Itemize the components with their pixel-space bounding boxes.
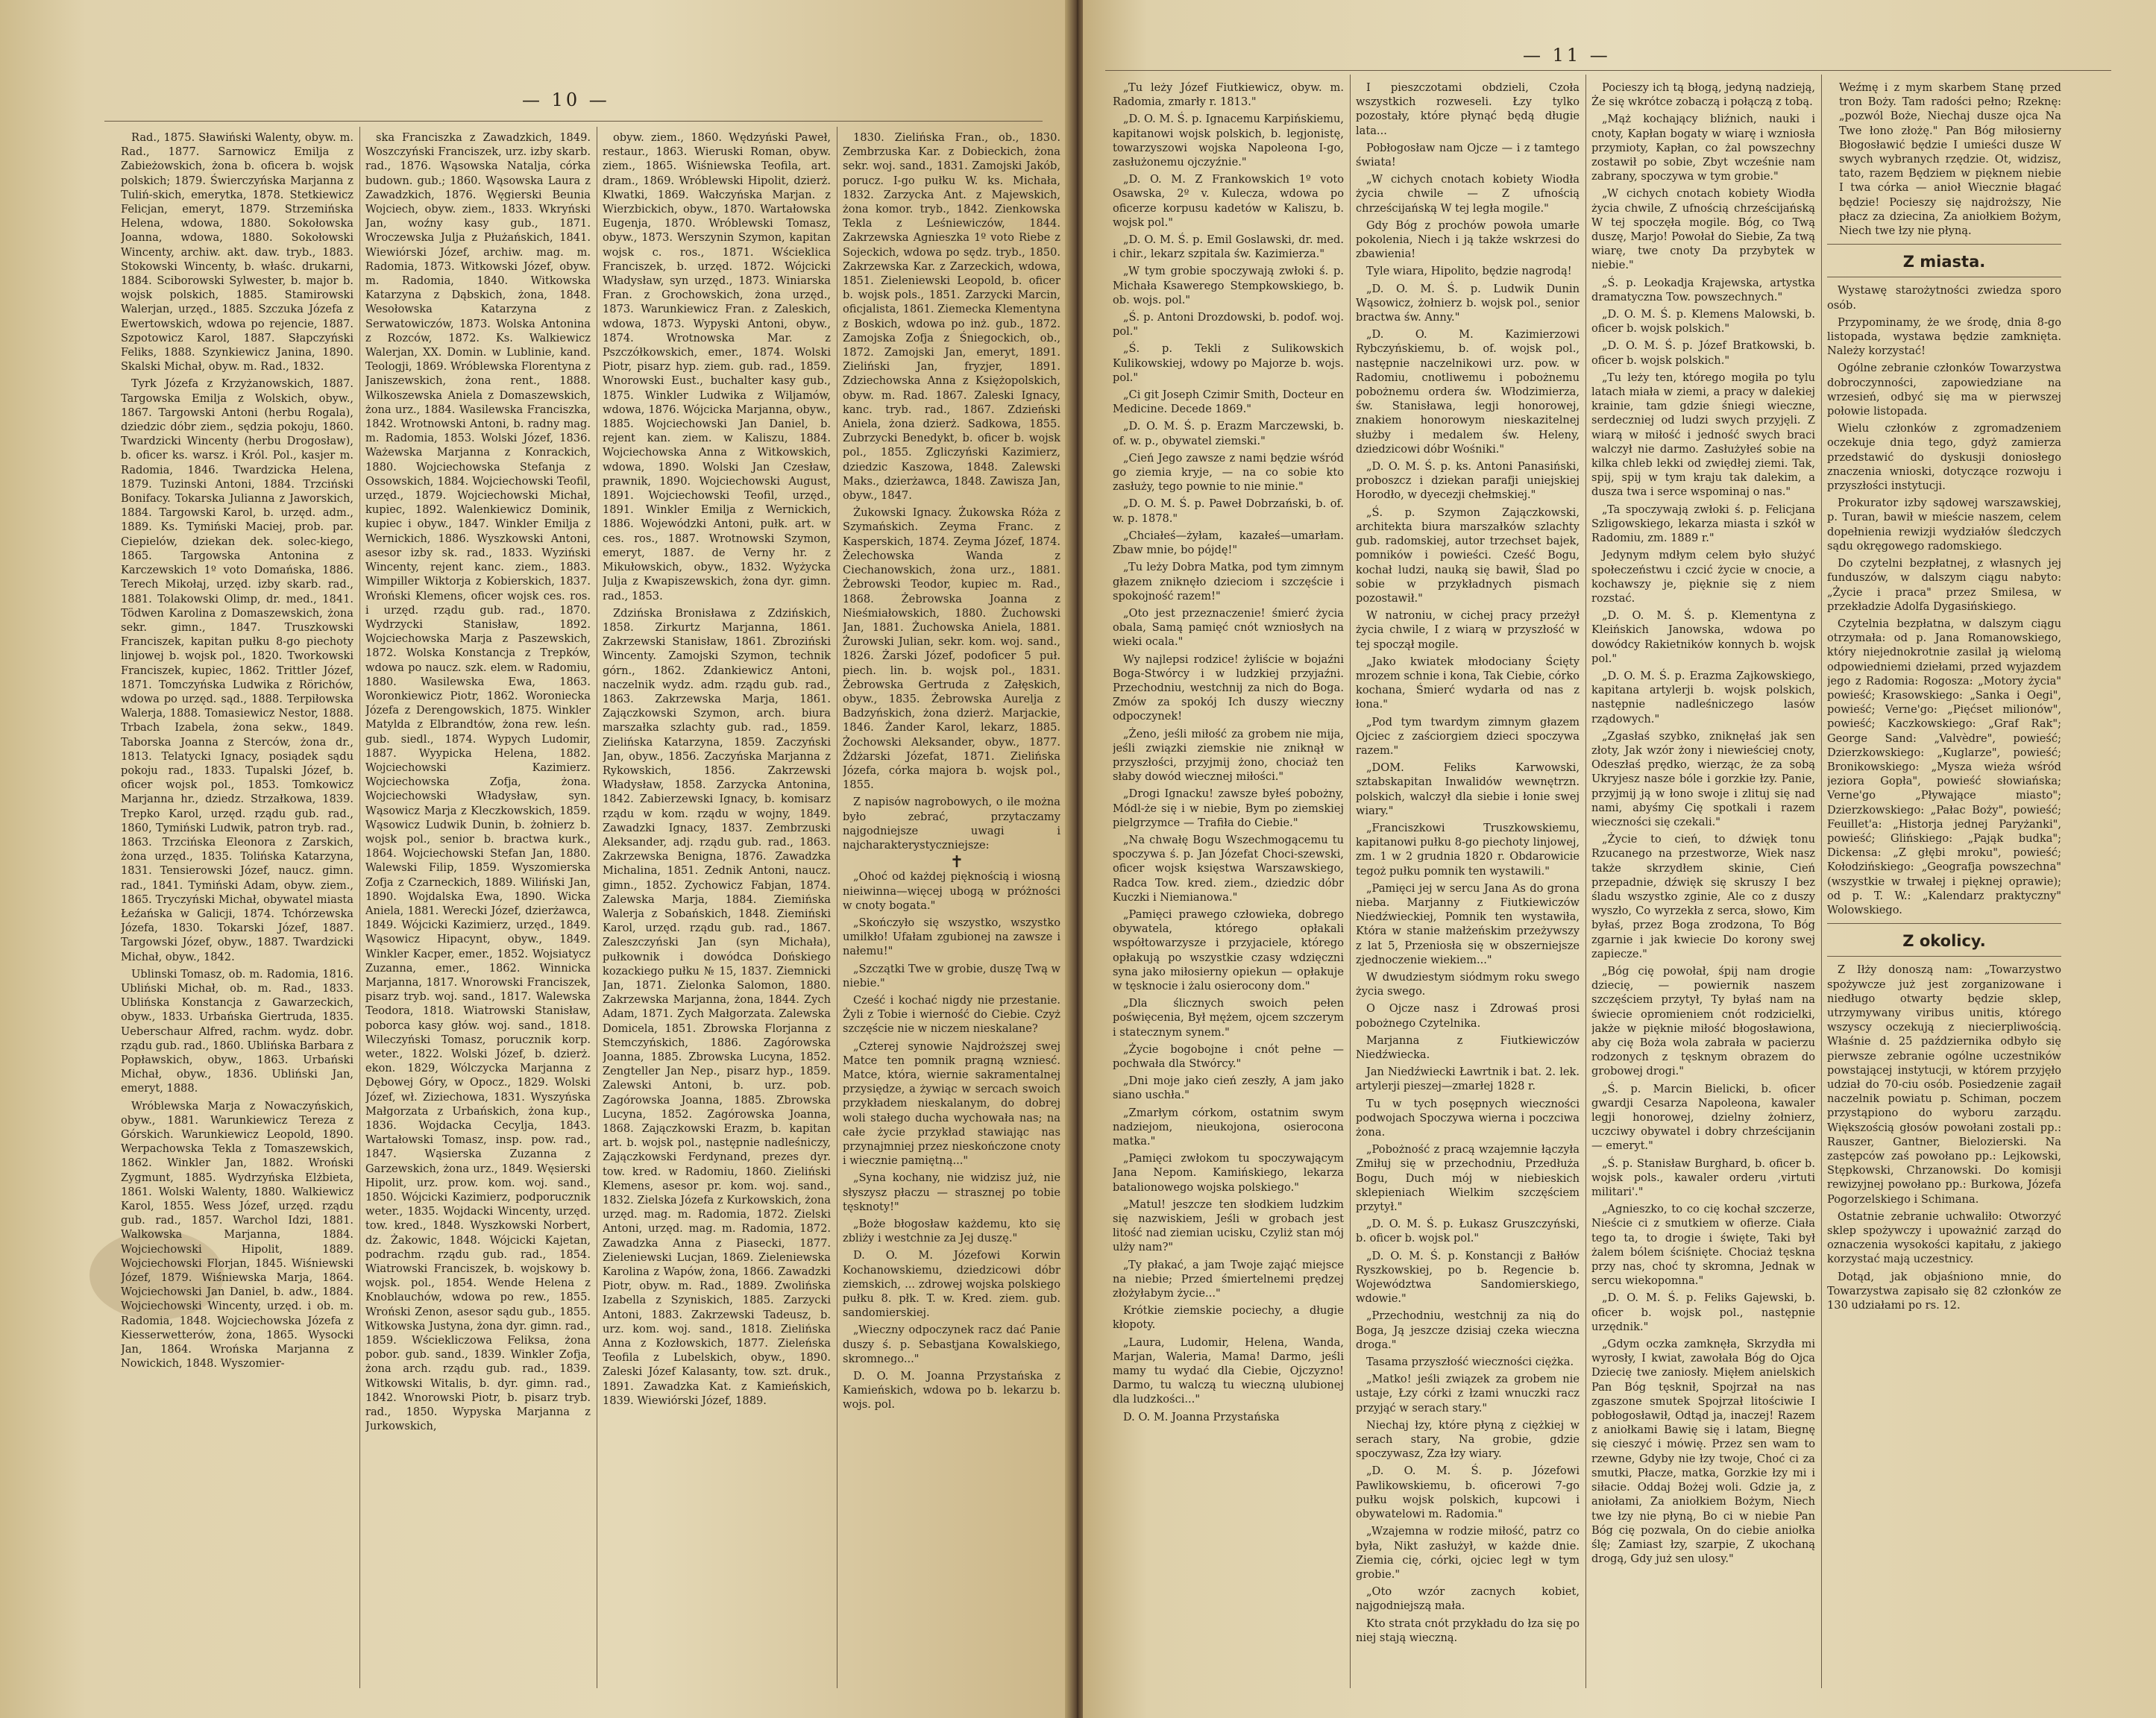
- header-rule: [1105, 70, 2111, 71]
- epitaph: „Dni moje jako cień zeszły, A jam jako siano uschła.": [1113, 1074, 1344, 1102]
- epitaph: „Matul! jeszcze ten słodkiem ludzkim się nazwiskiem, Jeśli w grobach jest litość nad ziemian ucisku, Czyliż stan mój ulży nam?": [1113, 1198, 1344, 1254]
- epitaph: „D. O. M. Z Frankowskich 1º voto Osawska, 2º v. Kulecza, wdowa po oficerze korpusu kadetów w Kaliszu, b. wojsk pol.": [1113, 173, 1344, 229]
- epitaph: Gdy Bóg z prochów powoła umarłe pokolenia, Niech i ją także wskrzesi do zbawienia!: [1356, 218, 1580, 261]
- epitaph: „Ś. p. Tekli z Sulikowskich Kulikowskiej, wdowy po Majorze b. wojs. pol.": [1113, 342, 1344, 384]
- news-paragraph: Prokurator izby sądowej warszawskiej, p. Turan, bawił w mieście naszem, celem dopełnienia rewizji wydziałów śledczych sądu okręgowego radomskiego.: [1827, 497, 2061, 553]
- epitaph: „D. O. M. Ś. p. Erazm Marczewski, b. of. w. p., obywatel ziemski.": [1113, 420, 1344, 447]
- epitaph: „D. O. M. Ś. p. Emil Goslawski, dr. med. i chir., lekarz szpitala św. Kazimierza.": [1113, 233, 1344, 261]
- epitaph: „Jako kwiatek młodociany Ścięty mrozem schnie i kona, Tak Ciebie, córko kochana, Śmierć wydarła od nas z łona.": [1356, 655, 1580, 711]
- epitaph: „D. O. M. Ś. p. Paweł Dobrzański, b. of. w. p. 1878.": [1113, 497, 1344, 525]
- epitaph: „Żeno, jeśli miłość za grobem nie mija, jeśli związki ziemskie nie zniknął w przyszłości, przyjmij żono, chociaż ten słaby dowód wiecznej miłości.": [1113, 727, 1344, 784]
- page-number: — 10 —: [522, 89, 610, 110]
- epitaph: „Szczątki Twe w grobie, duszę Twą w niebie.": [843, 962, 1060, 989]
- right-column-1: [1113, 81, 1344, 1688]
- text-block: ska Franciszka z Zawadzkich, 1849. Woszczyński Franciszek, urz. izby skarb. rad., 1876. Wąsowska Natalja, córka budown. gub.; 1860. Wąsowska Laura z Zawadzkich, 1876. Węgierski Beunia Wojciech, obyw. ziem., 1833. Wkryński Jan, woźny kasy gub., 1871. Wroczewska Julja z Płużańskich, 1841. Wiewiórski Józef, archiw. mag. m. Radomia, 1873. Witkowski Józef, obyw. m. Radomia, 1840. Witkowska Katarzyna z Dąbskich, żona, 1848. Wesołowska Katarzyna z Serwatowiczów, 1873. Wolska Antonina z Rozców, 1872. Ks. Walkiewicz Walerjan, XX. Domin. w Lublinie, kand. Teologji, 1869. Wróblewska Florentyna z Janiszewskich, żona rent., 1888. Wilkoszewska Aniela z Domaszewskich, żona urz., 1884. Wasilewska Franciszka, 1842. Wrotnowski Antoni, b. radny mag. m. Radomia, 1853. Wolski Józef, 1836. Ważewska Marjanna z Konrackich, 1880. Wojciechowska Stefanja z Ossowskich, 1884. Wojciechowski Teofil, urzęd., 1879. Wojciechowski Michał, kupiec, 1892. Walenkiewicz Dominik, kupiec i obyw., 1847. Winkler Emilja z Wernickich, 1886. Wyszkowski Antoni, asesor izby sk. rad., 1833. Wyziński Wincenty, rejent kanc. ziem., 1883. Wimpiller Wiktorja z Kobierskich, 1837. Wroński Klemens, oficer wojsk ces. ros. i urzęd. rządu gub. rad., 1870. Wydrzycki Stanisław, 1892. Wojciechowska Marja z Paszewskich, 1872. Wolska Konstancja z Trepków, wdowa po naucz. szk. elem. w Radomiu, 1880. Wasilewska Ewa, 1863. Woronkiewicz Piotr, 1862. Woroniecka Józefa z Derengowskich, 1875. Winkler Matylda z Elbrandtów, żona rew. leśn. gub. siedl., 1874. Wypych Ludomir, 1887. Wyypicka Helena, 1882. Wojciechowski Kazimierz. Wojciechowska Zofja, żona. Wojciechowski Władysław, syn. Wąsowicz Marja z Kleczkowskich, 1859. Wąsowicz Ludwik Dunin, b. żołnierz b. wojsk pol., senior b. bractwa kurk., 1864. Wojciechowski Stefan Jan, 1880. Walewski Filip, 1859. Wyszomierska Zofja z Czarneckich, 1889. Wiliński Jan, 1890. Wojdalska Ewa, 1890. Wicka Aniela, 1881. Werecki Józef, dzierżawca, 1849. Wójcicki Kazimierz, urzęd., 1849. Wąsowicz Hipacynt, obyw., 1849. Winkler Kacper, emer., 1852. Wojsiatycz Zuzanna, emer., 1862. Winnicka Marjanna, 1817. Wnorowski Franciszek, pisarz tryb. woj. sand., 1817. Walewska Teodora, 1818. Wiatrowski Stanisław, poborca kasy głów. woj. sand., 1818. Wileczyński Tomasz, porucznik korp. weter., 1822. Wolski Józef, b. dzierż. ekon. 1829, Wólczycka Marjanna z Dębowej Góry, w Opocz., 1829. Wolski Józef, wł. Ziziechowa, 1831. Wyszyńska Małgorzata z Urbańskich, żona kup., 1836. Wojdacka Cecylja, 1843. Wartałowski Tomasz, insp. pow. rad., 1847. Wąsierska Zuzanna z Garzewskich, żona urz., 1849. Węsierski Hipolit, urz. prow. kom. woj. sand., 1850. Wójcicki Kazimierz, podporucznik weter., 1835. Wojdacki Wincenty, urzęd. tow. kred., 1848. Wyszkowski Norbert, dz. Żakowic, 1848. Wójcicki Kajetan, podrachm. rządu gub. rad., 1854. Wiatrowski Franciszek, b. wojskowy b. wojsk. pol., 1854. Wende Helena z Knoblauchów, wdowa po rew., 1855. Wroński Zenon, asesor sądu gub., 1855. Witkowska Justyna, żona dyr. gimn. rad., 1859. Wściekliczowa Feliksa, żona pobor. gub. sand., 1839. Winkler Zofja, żona arch. rządu gub. rad., 1839. Witkowski Witalis, b. dyr. gimn. rad., 1842. Wnorowski Piotr, b. pisarz tryb. rad., 1850. Wypyska Marjanna z Jurkowskich,: [365, 131, 591, 1433]
- epitaph: „D. O. M. Ś. p. Józefowi Pawlikowskiemu, b. oficerowi 7-go pułku wojsk polskich, kupcowi i obywatelowi m. Radomia.": [1356, 1464, 1580, 1521]
- right-column-2: [1356, 81, 1580, 1688]
- left-column-1: [121, 130, 353, 1688]
- epitaph: „Matko! jeśli związek za grobem nie ustaje, Łzy córki z łzami wnuczki racz przyjąć w serach stary.": [1356, 1373, 1580, 1415]
- epitaph: „Pamięci prawego człowieka, dobrego obywatela, którego opłakali współtowarzysze i przyjaciele, którego opłakują po wszystkie czasy wdzięczni syna jako miłosierny opiekun — opłakuje w tęsknocie i żalu osierocony dom.": [1113, 907, 1344, 992]
- column-rule: [1821, 75, 1822, 1688]
- epitaph: W dwudziestym siódmym roku swego życia swego.: [1356, 970, 1580, 998]
- epitaph: „Boże błogosław każdemu, kto się zbliży i westchnie za Jej duszę.": [843, 1218, 1060, 1245]
- epitaph: Pocieszy ich tą błogą, jedyną nadzieją, Że się wkrótce zobaczą i połączą z tobą.: [1591, 81, 1815, 109]
- poem-ending: Weźmę i z mym skarbem Stanę przed tron Boży. Tam radości pełno; Rzeknę: „pozwól Boże, Niechaj dusze ojca Na Twe łono złożę." Pan Bóg miłosierny Błogosławić będzie I umieści dusze W swych wybranych rzędzie. Ot, widzisz, tato, razem Będziem w pięknem niebie I twa córka — anioł Wiecznie błagać będzie! Pocieszy się najdroższy, Nie płacz za dziecina, Za aniołkiem Bożym, Niech twe łzy nie płyną.: [1839, 81, 2061, 238]
- epitaph: Jedynym mdłym celem było służyć społeczeństwu i czcić życie w cnocie, a kochawszy je, pięknie się z niem rozstać.: [1591, 549, 1815, 605]
- epitaph: „Ś. p. Marcin Bielicki, b. oficer gwardji Cesarza Napoleona, kawaler legji honorowej, dzielny żołnierz, uczciwy obywatel i dobry chrześcijanin — emeryt.": [1591, 1082, 1815, 1153]
- epitaph: „Pod tym twardym zimnym głazem Ojciec z zaściorgiem dzieci spoczywa razem.": [1356, 715, 1580, 757]
- left-column-4: [843, 130, 1060, 1688]
- text-block: Ublinski Tomasz, ob. m. Radomia, 1816. Ubliński Michał, ob. m. Rad., 1833. Ublińska Konstancja z Gawarzeckich, obyw., 1833. Urbańska Giertruda, 1835. Ueberschaur Alfred, rachm. wydz. dobr. rządu gub. rad., 1860. Ublińska Barbara z Popławskich, obyw., 1863. Urbański Michał, obyw., 1836. Ubliński Jan, emeryt, 1888.: [121, 967, 353, 1095]
- epitaph: Jan Niedźwiecki Ławrtnik i bat. 2. lek. artylerji pieszej—zmarłej 1828 r.: [1356, 1066, 1580, 1093]
- news-paragraph: Przypominamy, że we środę, dnia 8-go listopada, wystawa będzie zamknięta. Należy korzystać!: [1827, 315, 2061, 358]
- epitaph: „Ohoć od każdej pięknością i wiosną nieiwinna—więcej ubogą w próżności w cnoty bogata.": [843, 870, 1060, 912]
- epitaph: D. O. M. Józefowi Korwin Kochanowskiemu, dziedzicowi dóbr ziemskich, ... zdrowej wojska polskiego pułku 8. płk. T. w. Kred. ziem. gub. sandomierskiej.: [843, 1249, 1060, 1320]
- epitaph: „Tu leży ten, którego mogiła po tylu latach miała w ziemi, a pracy w dalekiej krainie, tam gdzie śniegi wieczne, serdeczniej od ludzi swych przyjęli. Z wiarą w miłość i jedność swych braci walczył nie darmo. Zasłużyłeś sobie na kilka chleb lekki od zwiędłej ziemi. Tak, spij, spij w tym kraju tak dalekim, a dusza twa i serce wspominaj o nas.": [1591, 371, 1815, 499]
- section-header-z-okolicy: [1827, 923, 2061, 957]
- epitaph: „Mąż kochający bliźnich, nauki i cnoty, Kapłan bogaty w wiarę i wzniosła przymioty, Kapłan, co żal powszechny zostawił po sobie, Zbyt wcześnie nam zabrany, spoczywa w tym grobie.": [1591, 113, 1815, 183]
- epitaph: „Przechodniu, westchnij za nią do Boga, Ją jeszcze dzisiaj czeka wieczna droga.": [1356, 1309, 1580, 1351]
- epitaph: Cześć i kochać nigdy nie przestanie. Żyli z Tobie i wierność do Ciebie. Czyż szczęście nie w niczem nieskalane?: [843, 993, 1060, 1036]
- epitaph: „Syna kochany, nie widzisz już, nie słyszysz płaczu — strasznej po tobie tęsknoty!": [843, 1171, 1060, 1213]
- epitaph: „Życie to cień, to dźwięk tonu Rzucanego na przestworze, Wiek nasz także skrzydłem skinie, Cień przepadnie, dźwięk się skruszy I bez śladu wszystko zginie, Ale co z duszy wyszło, Co wyrzekła z serca, słowo, Kim byłaś, przez Boga zrodzona, To Bóg zgarnie i jak kwiecie Do korony swej zapiecze.": [1591, 833, 1815, 960]
- news-paragraph: Wystawę starożytności zwiedza sporo osób.: [1827, 284, 2061, 312]
- epitaph: „W cichych cnotach kobiety Wiodła życia chwile — Z ufnością chrześcijańską W tej legła mogile.": [1356, 173, 1580, 215]
- epitaph: „Zmarłym córkom, ostatnim swym nadziejom, nieukojona, osierocona matka.": [1113, 1106, 1344, 1148]
- epitaph: „Ci git Joseph Czimir Smith, Docteur en Medicine. Decede 1869.": [1113, 388, 1344, 416]
- left-page: [0, 0, 1072, 1718]
- text-block: obyw. ziem., 1860. Wędzyński Paweł, restaur., 1863. Wieruski Roman, obyw. ziem., 1865. Wiśniewska Teofila, art. dram., 1869. Wróblewski Hipolit, dzierż. Klwatki, 1869. Wałczyńska Marjan. z Wierzbickich, obyw., 1870. Wartałowska Eugenja, 1870. Wróblewski Tomasz, obyw., 1873. Werszynin Szymon, kapitan wojsk c. ros., 1871. Wścieklica Franciszek, b. urzęd. 1872. Wójcicki Władysław, syn urzęd., 1873. Winiarska Fran. z Grochowskich, żona urzęd., 1873. Warunkiewicz Fran. z Zaleskich, wdowa, 1873. Wypyski Antoni, obyw., 1874. Wrotnowska Mar. z Pszczółkowskich, emer., 1874. Wolski Piotr, pisarz hyp. ziem. gub. rad., 1859. Wnorowski Eust., buchalter kasy gub., 1875. Winkler Ludwika z Wiljamów, wdowa, 1876. Wójcicka Marjanna, obyw., 1885. Wojciechowski Jan Daniel, b. rejent kan. ziem. w Kaliszu, 1884. Wojciechowska Anna z Witkowskich, wdowa, 1890. Wolski Jan Czesław, prawnik, 1890. Wojciechowski August, 1891. Wojciechowski Teofil, urzęd., 1891. Winkler Emilja z Wernickich, 1886. Wojewódzki Antoni, pułk. art. w ces. ros., 1887. Wrotnowski Szymon, emeryt, 1887. de Verny hr. z Mikułowskich, obyw., 1832. Wyżycka Julja z Kwapiszewskich, żona dyr. gimn. rad., 1853.: [603, 131, 831, 602]
- epitaph: Tyle wiara, Hipolito, będzie nagrodą!: [1366, 265, 1572, 278]
- epitaph: „Pamięci jej w sercu Jana As do grona nieba. Marjanny z Fiutkiewiczów Niedźwieckiej, Pomnik ten wystawiła, Która w stanie małżeńskim przeżywszy z lat 5, Przeniosła się w obszerniejsze zjednoczenie wiekiem...": [1356, 881, 1580, 966]
- epitaph: „Wzajemna w rodzie miłość, patrz co była, Nikt zasłużył, w każde dnie. Ziemia cię, córki, ojciec legł w tym grobie.": [1356, 1525, 1580, 1581]
- section-title: Z miasta.: [1902, 253, 1986, 271]
- news-paragraph: Ostatnie zebranie uchwaliło: Otworzyć sklep spożywczy i upoważnić zarząd do oznaczenia wysokości kapitału, z jakiego korzystać mają uczestnicy.: [1827, 1209, 2061, 1266]
- text-block: Rad., 1875. Sławiński Walenty, obyw. m. Rad., 1877. Sarnowicz Emilja z Zabieżowskich, żona b. oficera b. wojsk polskich; 1879. Świerczyńska Marjanna z Tuliń-skich, emerytka, 1878. Stetkiewicz Felicjan, emeryt, 1879. Strzemińska Helena, wdowa, 1880. Sokołowska Joanna, wdowa, 1880. Sokołowski Wincenty, archiw. akt. daw. tryb., 1883. Stokowski Wincenty, b. właśc. drukarni, 1884. Sciborowski Sylwester, b. major b. wojsk polskich, 1885. Stamirowski Walerjan, urzęd., 1885. Szczuka Józefa z Ewertowskich, wdowa po rejencie, 1887. Szpotowicz Karol, 1887. Słapczyński Feliks, 1888. Szynkiewicz Janina, 1890. Skalski Michał, obyw. m. Rad., 1832.: [121, 131, 353, 374]
- epitaph: Krótkie ziemskie pociechy, a długie kłopoty.: [1113, 1304, 1344, 1332]
- epitaph: O Ojcze nasz i Zdrowaś prosi pobożnego Czytelnika.: [1356, 1002, 1580, 1030]
- epitaph: „Zgasłaś szybko, zniknęłaś jak sen złoty, Jak wzór żony i niewieściej cnoty, Odeszłaś prędko, wierząc, że za sobą Ukryjesz nasze bóle i gorzkie łzy. Panie, przyjmij ją w łono swoje i zlituj się nad nami, abyśmy Cię spotkali i razem wieczności się czekali.": [1591, 729, 1815, 828]
- epitaph: „DOM. Feliks Karwowski, sztabskapitan Inwalidów wewnętrzn. polskich, walczył dla siebie i łonie swej wiary.": [1356, 761, 1580, 817]
- right-column-3: [1591, 81, 1815, 1688]
- epitaph: „D. O. M. Ś. p. ks. Antoni Panasiński, proboszcz i dziekan parafji uniejskiej Horodło, w dyecezji chełmskiej.": [1356, 460, 1580, 502]
- epitaph: „Oto wzór zacnych kobiet, najgodniejszą mała.: [1356, 1585, 1580, 1613]
- epitaph: „W tym grobie spoczywają zwłoki ś. p. Michała Ksawerego Stempkowskiego, b. ob. wojs. pol.": [1113, 265, 1344, 306]
- epitaph: „D. O. M. Ś. p. Klemens Malowski, b. oficer b. wojsk polskich.": [1591, 308, 1815, 336]
- epitaph: „Agnieszko, to co cię kochał szczerze, Nieście ci z smutkiem w ofierze. Ciała tego ta, to drogie i święte, Taki był żalem bólem ściśnięte. Chociaż tęskna przy nas, choć ty skromna, Jednak w sercu wiekopomna.": [1591, 1203, 1815, 1288]
- epitaph: „D. O. M. Ś. p. Klementyna z Kleińskich Janowska, wdowa po dowódcy Rakietników konnych b. wojsk pol.": [1591, 609, 1815, 665]
- epitaph: „D. O. M. Ś. p. Feliks Gajewski, b. oficer b. wojsk pol., następnie urzędnik.": [1591, 1291, 1815, 1333]
- text-block: Wróblewska Marja z Nowaczyńskich, obyw., 1881. Warunkiewicz Tereza z Górskich. Warunkiewicz Leopold, 1890. Werpachowska Tekla z Tomaszewskich, 1862. Winkler Jan, 1882. Wroński Zygmunt, 1885. Wydrzyńska Elżbieta, 1861. Wolski Walenty, 1880. Walkiewicz Karol, 1855. Wess Józef, urzęd. rządu gub. rad., 1857. Warchol Idzi, 1881. Walkowska Marjanna, 1884. Wojciechowski Hipolit, 1889. Wojciechowski Florjan, 1845. Wiśniewski Józef, 1879. Wiśniewska Marja, 1864. Wojciechowski Jan Daniel, b. adw., 1884. Wojciechowski Wincenty, urzęd. i ob. m. Radomia, 1848. Wojciechowska Józefa z Kiesserwetterów, żona, 1865. Wysocki Jan, 1864. Wrońska Marjanna z Nowickich, 1848. Wyszomier-: [121, 1099, 353, 1371]
- epitaph: „Ś. p. Antoni Drozdowski, b. podof. woj. pol.": [1113, 311, 1344, 339]
- epitaph: „Wieczny odpoczynek racz dać Panie duszy ś. p. Sebastjana Kowalskiego, skromnego...": [843, 1324, 1060, 1365]
- left-column-3: [603, 130, 831, 1688]
- column-rule: [1350, 75, 1351, 1688]
- epitaph: „D. O. M. Kazimierzowi Rybczyńskiemu, b. of. wojsk pol., następnie naczelnikowi urz. pow. w Radomiu, cnotliwemu i pobożnemu pobożnemu ordera św. Włodzimierza, św. Stanisława, legji honorowej, znakiem honorowym nieskazitelnej służby i medalem św. Heleny, dziedzicowi dóbr Wośniki.": [1356, 328, 1580, 456]
- page-number: — 11 —: [1523, 45, 1611, 66]
- text-block: Z napisów nagrobowych, o ile można było zebrać, przytaczamy najgodniejsze uwagi i najcharakterystyczniejsze:: [843, 796, 1060, 852]
- epitaph: „D. O. M. Ś. p. Konstancji z Bałłów Ryszkowskiej, po b. Regencie b. Województwa Sandomierskiego, wdowie.": [1356, 1249, 1580, 1306]
- epitaph: Marjanna z Fiutkiewiczów Niedźwiecka.: [1356, 1033, 1580, 1061]
- epitaph: „D. O. M. Ś. p. Erazma Zajkowskiego, kapitana artylerji b. wojsk polskich, następnie nadleśniczego lasów rządowych.": [1591, 669, 1815, 726]
- news-paragraph: Do czytelni bezpłatnej, z własnych jej funduszów, w dalszym ciągu nabyto: „Życie i praca" przez Smilesa, w przekładzie Adolfa Dygasińskiego.: [1827, 557, 2061, 613]
- epitaph: „Skończyło się wszystko, wszystko umilkło! Ufałam zgubionej na zawsze i nałemu!": [843, 916, 1060, 958]
- text-block: Żukowski Ignacy. Żukowska Róża z Szymańskich. Zeyma Franc. z Kasperskich, 1874. Zeyma Józef, 1874. Żelechowska Wanda z Ciechanowskich, żona urz., 1881. Żebrowski Teodor, kupiec m. Rad., 1868. Żebrowska Joanna z Nieśmiałowskich, 1880. Żuchowski Jan, 1881. Żuchowska Aniela, 1881. Żurowski Julian, sekr. kom. woj. sand., 1826. Żarski Józef, podoficer 5 puł. piech. lin. b. wojsk pol., 1831. Żebrowska Gertruda z Załęskich, obyw., 1835. Żebrowska Aurelja z Badzyńskich, żona dzierż. Marjackie, 1846. Żander Karol, lekarz, 1885. Żochowski Aleksander, obyw., 1877. Żdżarski Józefat, 1871. Zielińska Józefa, córka majora b. wojsk pol., 1855.: [843, 506, 1060, 792]
- epitaph: Niechaj łzy, które płyną z ciężkiej w serach stary, Na grobie, gdzie spoczywasz, Zza łzy wiary.: [1356, 1418, 1580, 1461]
- epitaph: Pobłogosław nam Ojcze — i z tamtego świata!: [1356, 141, 1580, 169]
- right-page: [1083, 0, 2156, 1718]
- news-paragraph: Ogólne zebranie członków Towarzystwa dobroczynności, zapowiedziane na wrzesień, odbyć się ma w pierwszej połowie listopada.: [1827, 362, 2061, 418]
- epitaph: I pieszczotami obdzieli, Czoła wszystkich rozweseli. Łzy tylko pozostały, które płynąć będą długie lata...: [1356, 81, 1580, 137]
- epitaph: „D. O. M. Ś. p. Ludwik Dunin Wąsowicz, żołnierz b. wojsk pol., senior bractwa św. Anny.": [1356, 282, 1580, 324]
- epitaph: „Drogi Ignacku! zawsze byłeś pobożny, Módl-że się i w niebie, Bym po ziemskiej pielgrzymce — Trafiła do Ciebie.": [1113, 787, 1344, 829]
- news-paragraph: Wielu członków z zgromadzeniem oczekuje dnia tego, gdyż zamierza przedstawić do dyskusji doniosłego znaczenia wnioski, dotyczące rozwoju i przyszłości instytucji.: [1827, 422, 2061, 493]
- news-paragraph: Dotąd, jak objaśniono mnie, do Towarzystwa zapisało się 82 członków ze 130 udziałami po rs. 12.: [1827, 1270, 2061, 1312]
- epitaph: D. O. M. Joanna Przystańska: [1123, 1410, 1280, 1423]
- epitaph: „Laura, Ludomir, Helena, Wanda, Marjan, Waleria, Mama! Darmo, jeśli mamy tu wydać dla Ciebie, Ojczyzno! Darmo, tu walczą tu wieczną ulubionej dla ludzkości...": [1113, 1335, 1344, 1406]
- epitaph: „W cichych cnotach kobiety Wiodła życia chwile, Z ufnością chrześcijańską W tej spoczęła mogile. Bóg, co Twą duszę, Marjo! Powołał do Siebie, Za twą wiarę, twe cnoty Da przybytek w niebie.": [1591, 187, 1815, 272]
- epitaph: Tu w tych posępnych wieczności podwojach Spoczywa wierna i poczciwa żona.: [1356, 1097, 1580, 1139]
- news-paragraph: Czytelnia bezpłatna, w dalszym ciągu otrzymała: od p. Jana Romanowskiego, który niejednokrotnie zasilał ją wielomą odpowiedniemi dziełami, przed wyjazdem jego z Radomia: Rogosza: „Motory życia" powieść; Krasowskiego: „Sanka i Oegi", powieść; Verne'go: „Pięćset milionów", powieść; Kaczkowskiego: „Graf Rak"; George Sand: „Valvèdre", powieść; Dzierzkowskiego: „Kuglarze", powieść; Bronikowskiego: „Mysza wieża wśród jeziora Gopła", powieść słowiańska; Verne'go „Pływające miasto"; Dzierzkowskiego: „Pałac Boży", powieść; Feuillet'a: „Historja jednej Paryżanki", powieść; Glińskiego: „Pająk budka"; Dickensa: „Z głębi mroku", powieść; Kołodzińskiego: „Geografja powszechna" (wszystkie w trwałej i pięknej oprawie); od p. T. W.: „Kalendarz praktyczny" Wolowskiego.: [1827, 617, 2061, 916]
- epitaph: D. O. M. Joanna Przystańska z Kamieńskich, wdowa po b. lekarzu b. wojs. pol.: [843, 1370, 1060, 1412]
- epitaph: „Życie bogobojne i cnót pełne — pochwała dla Stwórcy.": [1113, 1042, 1344, 1070]
- epitaph: „Franciszkowi Truszkowskiemu, kapitanowi pułku 8-go piechoty linjowej, zm. 1 w 2 grudnia 1820 r. Obdarowicie tegoż pułku pomnik ten wystawili.": [1356, 821, 1580, 878]
- epitaph: „Ś. p. Stanisław Burghard, b. oficer b. wojsk pols., kawaler orderu ‚virtuti militari'.": [1591, 1157, 1815, 1199]
- cross-ornament: ✝: [949, 853, 964, 872]
- section-title: Z okolicy.: [1902, 932, 1986, 951]
- epitaph: „Ty płakać, a jam Twoje zająć miejsce na niebie; Przed śmiertelnemi prędzej złożyłabym życie...": [1113, 1258, 1344, 1300]
- epitaph: „Bóg cię powołał, śpij nam drogie dziecię, — powiernik naszem szczęściem przytył, Ty byłaś nam na świecie opromieniem cnót rodzicielki, jakże w pięknie miłość błogosławiona, aby cię Boża wola zabrała w pacierzu rodzonych z tęsknym obrazem do grobowej drogi.": [1591, 964, 1815, 1078]
- epitaph: „Czterej synowie Najdroższej swej Matce ten pomnik pragną wzniesć. Matce, która, wiernie sakramentalnej przysiędze, a żywiąc w sercach swoich przykładem nieskalanym, do dobrej woli stałego ducha wychowała nas; na całe życie przykład stawiając nas przynajmniej przez nieskończone cnoty i wiecznie pamiętną...": [843, 1039, 1060, 1168]
- epitaph: „D. O. M. Ś. p. Ignacemu Karpińskiemu, kapitanowi wojsk polskich, b. legjonistę, towarzyszowi wojska Napoleona I-go, zasłużonemu ojczyźnie.": [1113, 113, 1344, 169]
- epitaph: Kto strata cnót przykładu do łza się po niej stają wieczną.: [1356, 1617, 1580, 1644]
- column-rule: [1585, 75, 1586, 1688]
- epitaph: „Na chwałę Bogu Wszechmogącemu tu spoczywa ś. p. Jan Józefat Choci-szewski, oficer wojsk księstwa Warszawskiego, Radca Tow. kred. ziem., dziedzic dóbr Kuczki i Niemianowa.": [1113, 833, 1344, 904]
- section-header-z-miasta: [1827, 244, 2061, 277]
- text-block: Tyrk Józefa z Krzyżanowskich, 1887. Targowska Emilja z Wolskich, obyw., 1867. Targowski Antoni (herbu Rogala), dziedzic dóbr ziem., sędzia pokoju, 1860. Twardzicki Wincenty (herbu Drogosław), b. oficer ks. warsz. i Król. Pol., kasjer m. Radomia, 1846. Twardzicka Helena, 1879. Tuzinski Antoni, 1884. Trzciński Bonifacy. Tokarska Julianna z Jaworskich, 1884. Targowski Karol, b. urzęd. adm., 1889. Ks. Tymiński Maciej, prob. par. Ciepielów, dziekan dek. solec-kiego, 1865. Targowska Antonina z Karczewskich 1º voto Domańska, 1886. Terech Mikołaj, urzęd. izby skarb. rad., 1881. Tolakowski Olimp, dr. med., 1841. Tödwen Karolina z Domaszewskich, żona sekr. gimn., 1847. Truszkowski Franciszek, kapitan pułku 8-go piechoty linjowej b. wojsk pol., 1820. Tworkowski Franciszek, kupiec, 1862. Trittler Józef, 1871. Tomczyńska Ludwika z Rörichów, wdowa po urzęd. sąd., 1888. Terpiłowska Walerja, 1888. Tomasiewicz Nestor, 1888. Trbach Izabela, żona sekw., 1849. Taborska Joanna z Sterców, żona dr., 1813. Telatycki Ignacy, posiądek sądu pokoju rad., 1833. Tupalski Józef, b. oficer wojsk pol., 1853. Tomkowicz Marjanna hr., dziedz. Strzałkowa, 1839. Trepko Karol, urzęd. rządu gub. rad., 1860, Tymiński Ludwik, patron tryb. rad., 1863. Trzcińska Eleonora z Zarskich, żona urzęd., 1835. Tolińska Katarzyna, 1831. Tensierowski Józef, naucz. gimn. rad., 1841. Tymiński Adam, obyw. ziem., 1865. Tryczyński Michał, obywatel miasta Łeźańska w Galicji, 1874. Tchórzewska Józefa, 1830. Tokarski Józef, 1887. Targowski Józef, obyw., 1887. Twardzicki Michał, obyw., 1842.: [121, 377, 353, 963]
- epitaph: „Dla ślicznych swoich pełen poświęcenia, Był mężem, ojcem szczerym i statecznym synem.": [1113, 997, 1344, 1039]
- text-block: 1830. Zielińska Fran., ob., 1830. Zembrzuska Kar. z Dobieckich, żona sekr. woj. sand., 1831. Zamojski Jakób, porucz. I-go pułku W. ks. Michała, 1832. Zarzycka Ant. z Majewskich, żona komor. tryb., 1842. Zienkowska Tekla z Leśniewiczów, 1844. Zakrzewska Agnieszka 1º voto Riebe z Sojeckich, wdowa po sędz. tryb., 1850. Zakrzewska Kar. z Zarzeckich, wdowa, 1851. Zieleniewski Leopold, b. oficer b. wojsk pols., 1851. Zarzycki Marcin, oficjalista, 1861. Ziemecka Klementyna z Boskich, wdowa po inż. gub., 1872. Zamojska Zofja z Śniegockich, ob., 1872. Zamojski Jan, emeryt, 1891. Zieliński Jan, fryzjer, 1891. Zdziechowska Anna z Księżopolskich, obyw. m. Rad. 1867. Zaleski Ignacy, kanc. tryb. rad., 1867. Zdzieński Aniela, żona dzierż. Sadkowa, 1855. Zubrzycki Benedykt, b. oficer b. wojsk pol., 1855. Zgliczyński Kazimierz, dziedzic Kaszowa, 1848. Zalewski Maks., dzierżawca, 1848. Zawisza Jan, obyw., 1847.: [843, 131, 1060, 503]
- epitaph: „Tu leży Józef Fiutkiewicz, obyw. m. Radomia, zmarły r. 1813.": [1113, 81, 1344, 109]
- epitaph: „Ś. p. Leokadja Krajewska, artystka dramatyczna Tow. powszechnych.": [1591, 276, 1815, 303]
- epitaph: „D. O. M. Ś. p. Józef Bratkowski, b. oficer b. wojsk polskich.": [1591, 339, 1815, 367]
- news-paragraph: Z Iłży donoszą nam: „Towarzystwo spożywcze już jest zorganizowane i niedługo otwarty będzie sklep, utrzymywany viribus unitis, którego wszyscy oczekują z niecierpliwością. Właśnie d. 25 października odbyło się pierwsze zebranie ogólne uczestników powstającej instytucji, w którem przyjęło udział do 70-ciu osób. Posiedzenie zagaił naczelnik powiatu p. Schiman, poczem przystąpiono do wyboru zarządu. Większością głosów powołani zostali pp.: Rauszer, Gantner, Bielozierski. Na zastępców zaś powołano pp.: Lejkowski, Stępkowski, Chrzanowski. Do komisji rewizyjnej powołano pp.: Burkowa, Józefa Pogorzelskiego i Schimana.: [1827, 963, 2061, 1206]
- epitaph: Wy najlepsi rodzice! żyliście w bojaźni Boga-Stwórcy i w ludzkiej przyjaźni. Przechodniu, westchnij za nich do Boga. Zmów za spokój Ich duszy wieczny odpoczynek!: [1113, 652, 1344, 723]
- epitaph: „Ta spoczywają zwłoki ś. p. Felicjana Szligowskiego, lekarza miasta i szkół w Radomiu, zm. 1889 r.": [1591, 503, 1815, 545]
- epitaph: „Oto jest przeznaczenie! śmierć życia obala, Samą pamięć cnót wzniosłych na wieki ocala.": [1113, 606, 1344, 649]
- left-column-2: [365, 130, 591, 1688]
- right-column-4: [1827, 81, 2061, 1688]
- column-rule: [359, 127, 360, 1688]
- epitaph: W natroniu, w cichej pracy przeżył życia chwile, I z wiarą w przyszłość w tej spoczął mogile.: [1356, 609, 1580, 651]
- epitaph: „Cień Jego zawsze z nami będzie wśród go ziemia kryje, — na co sobie kto zasłuży, tego pownie to nie minie.": [1113, 451, 1344, 494]
- epitaph: „Tu leży Dobra Matka, pod tym zimnym głazem zniknęło dzieciom i szczęście i spokojność razem!": [1113, 561, 1344, 602]
- epitaph: „Gdym oczka zamknęła, Skrzydła mi wyrosły, I kwiat, zawołała Bóg do Ojca Dziecię twe zaniosły. Mięłem anielskich Pan Bóg tęsknił, Spojrzał na nas zgaszone smutek Spojrzał litościwie I pobłogosławił, Odtąd ja, inaczej! Razem z aniołkami Bawię się i latam, Biegnę się cieszyć i mówię. Przez sen wam to rzewne, Gdyby nie łzy twoje, Choć ci za smutki, Płacze, matka, Gorzkie łzy mi i siłacie. Oddaj Bożej woli. Gdzie ja, z aniołami, Za aniołkiem Bożym, Niech twe łzy nie płyną, Bo ci w niebie Pan Bóg cię pozwala, On do ciebie aniołka ślę; Zamiast łzy, szarpie, Z ukochaną drogą, Gdy już sen ulosy.": [1591, 1338, 1815, 1566]
- header-rule: [104, 121, 1043, 122]
- epitaph: Tasama przyszłość wieczności ciężka.: [1366, 1356, 1574, 1369]
- epitaph: „Chciałeś—żyłam, kazałeś—umarłam. Zbaw mnie, bo pójdę!": [1113, 529, 1344, 557]
- epitaph: „Pamięci zwłokom tu spoczywającym Jana Nepom. Kamińskiego, lekarza batalionowego wojska polskiego.": [1113, 1152, 1344, 1194]
- epitaph: „Pobożność z pracą wzajemnie łączyła Zmiłuj się w przechodniu, Przedłuża Bogu, Duch mój w niebieskich sklepieniach Wielkim szczęściem przytył.": [1356, 1143, 1580, 1214]
- epitaph: „D. O. M. Ś. p. Łukasz Gruszczyński, b. oficer b. wojsk pol.": [1356, 1218, 1580, 1245]
- text-block: Zdzińska Bronisława z Zdzińskich, 1858. Zirkurtz Marjanna, 1861. Zakrzewski Stanisław, 1861. Zbroziński Wincenty. Zamojski Szymon, technik górn., 1862. Zdankiewicz Antoni, naczelnik wydz. adm. rządu gub. rad., 1863. Zakrzewska Marja, 1861. Zajączkowski Szymon, arch. biura marszałka szlachty gub. rad., 1859. Zielińska Katarzyna, 1859. Zaczyński Jan, obyw., 1856. Zaczyńska Marjanna z Rykowskich, 1856. Zakrzewski Władysław, 1858. Zarzycka Antonina, 1842. Zabierzewski Ignacy, b. komisarz rządu w kom. rządu w wojny, 1849. Zawadzki Ignacy, 1837. Zembrzuski Aleksander, adj. rządu gub. rad., 1863. Zakrzewska Benigna, 1876. Zawadzka Michalina, 1851. Zednik Antoni, naucz. gimn., 1852. Zychowicz Fabjan, 1874. Zalewska Marja, 1884. Ziemińska Walerja z Sobańskich, 1848. Ziemiński Karol, urzęd. rządu gub. rad., 1867. Zaleszczyński Jan (syn Michała), pułkownik i dowódca Dońskiego kozackiego pułku № 15, 1837. Ziemnicki Jan, 1871. Zielonka Salomon, 1880. Zakrzewska Marjanna, żona, 1844. Zych Adam, 1871. Zych Małgorzata. Zalewska Domicela, 1851. Zbrowska Florjanna z Stemczyńskich, 1886. Zagórowska Joanna, 1885. Zbrowska Lucyna, 1852. Zengteller Jan Nep., pisarz hyp., 1859. Zalewski Antoni, b. urz. pob. Zagórowska Joanna, 1885. Zbrowska Lucyna, 1852. Zagórowska Joanna, 1868. Zajączkowski Erazm, b. kapitan art. b. wojsk pol., następnie nadleśniczy, Zajączkowski Ferdynand, prezes dyr. tow. kred. w Radomiu, 1860. Zieliński Klemens, asesor pr. kom. woj. sand., 1832. Zielska Józefa z Kurkowskich, żona urzęd. mag. m. Radomia, 1872. Zielski Antoni, urzęd. mag. m. Radomia, 1872. Zawadzka Anna z Piasecki, 1877. Zieleniewski Lucjan, 1869. Zieleniewska Karolina z Wapów, żona, 1866. Zawadzki Piotr, obyw. m. Rad., 1889. Zwolińska Izabella z Szyniskich, 1885. Zarzycki Antoni, 1883. Zakrzewski Tadeusz, b. urz. kom. woj. sand., 1818. Zielińska Anna z Kozłowskich, 1877. Zieleńska Teofila z Lubelskich, obyw., 1890. Zaleski Józef Kalasanty, tow. szt. druk., 1891. Zawadzka Kat. z Kamieńskich, 1839. Wiewiórski Józef, 1889.: [603, 606, 831, 1407]
- epitaph: „Ś. p. Szymon Zajączkowski, architekta biura marszałków szlachty gub. radomskiej, autor trzechset bajek, pomników i powieści. Cześć Bogu, kochał ludzi, nauką się bawił, Ślad po sobie w przykładnych pismach pozostawił.": [1356, 506, 1580, 605]
